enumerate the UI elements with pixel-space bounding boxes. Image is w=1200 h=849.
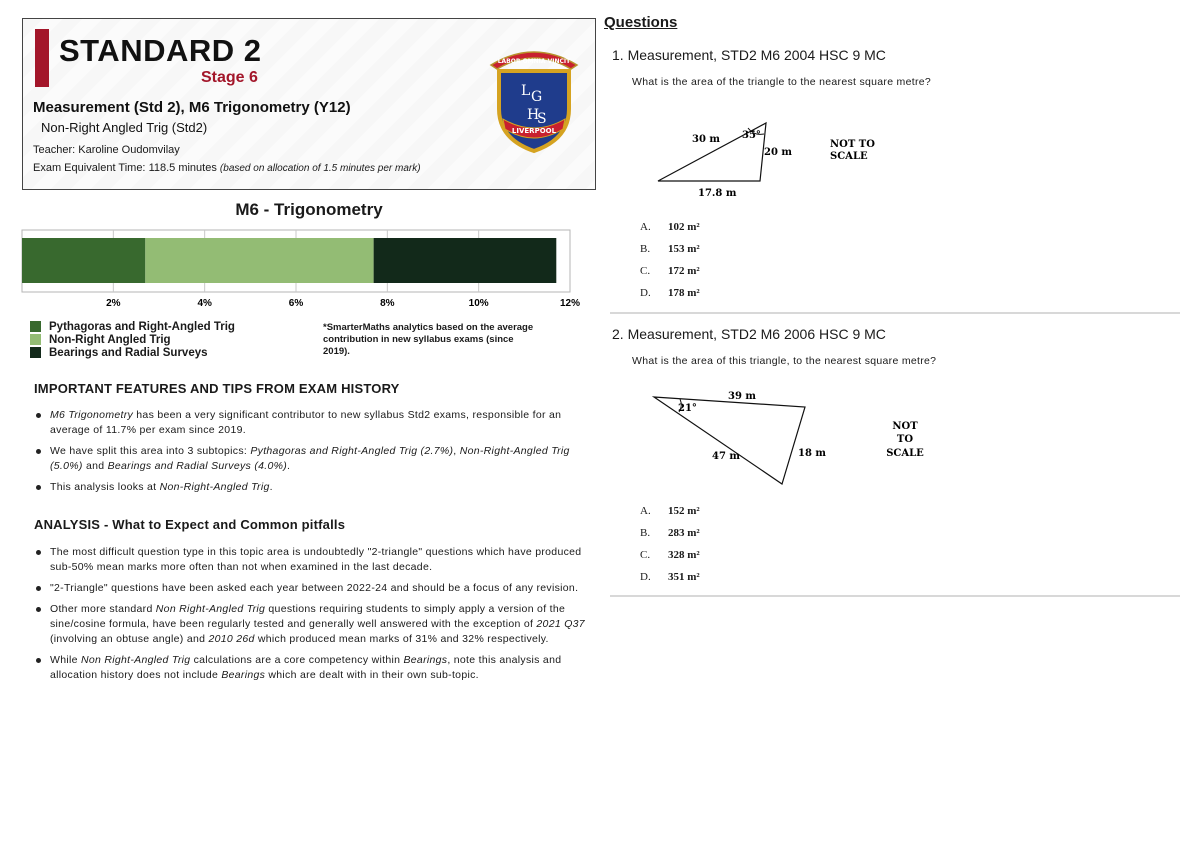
list-item bbox=[34, 444, 594, 474]
text: which produced mean marks of 31% and 32% respectively. bbox=[254, 633, 549, 645]
question-1-title bbox=[612, 47, 886, 63]
legend-swatch bbox=[30, 347, 41, 358]
legend-swatch bbox=[30, 334, 41, 345]
side-label: 39 m bbox=[728, 391, 756, 402]
question-divider bbox=[610, 595, 1180, 597]
legend-label: Non-Right Angled Trig bbox=[49, 333, 171, 346]
angle-label: 21° bbox=[678, 403, 697, 414]
text: While bbox=[50, 654, 81, 666]
emph-text: Non-Right-Angled Trig (5.0%) bbox=[50, 445, 570, 472]
option-value: 351 m² bbox=[668, 571, 700, 583]
emph-text: 2010 26d bbox=[208, 633, 255, 645]
text: which are dealt with in their own sub-topic. bbox=[265, 669, 479, 681]
angle-label: 35° bbox=[742, 130, 761, 141]
list-item: The most difficult question type in this topic area is undoubtedly "2-triangle" questions which have produced sub-50% mean marks more often than not when examined in the last decade. bbox=[34, 545, 596, 575]
x-tick-label: 4% bbox=[197, 298, 212, 309]
text: . bbox=[269, 481, 273, 493]
text: (involving an obtuse angle) and bbox=[50, 633, 209, 645]
question-divider bbox=[610, 312, 1180, 314]
teacher-label: Teacher: bbox=[33, 144, 76, 156]
question-source: Measurement, STD2 M6 2004 HSC 9 MC bbox=[627, 47, 886, 63]
scale-note: SCALE bbox=[830, 151, 868, 162]
option-b[interactable] bbox=[640, 522, 700, 544]
option-letter: A. bbox=[640, 221, 651, 233]
side-label: 17.8 m bbox=[698, 188, 737, 199]
crest-letter-1: L bbox=[521, 83, 531, 99]
emph-text: Non Right-Angled Trig bbox=[155, 603, 266, 615]
text: , bbox=[453, 445, 460, 457]
analysis-heading: ANALYSIS - What to Expect and Common pitfalls bbox=[34, 517, 346, 532]
stacked-bar-chart bbox=[0, 222, 600, 317]
bar-segment-1 bbox=[22, 238, 145, 283]
list-item bbox=[34, 480, 594, 495]
scale-note: TO bbox=[896, 434, 914, 445]
x-tick-label: 8% bbox=[380, 298, 395, 309]
option-letter: C. bbox=[640, 265, 651, 277]
option-value: 172 m² bbox=[668, 265, 700, 277]
option-c[interactable] bbox=[640, 260, 700, 282]
list-item bbox=[34, 602, 596, 647]
analysis-list bbox=[34, 545, 596, 689]
question-1-triangle-diagram bbox=[640, 118, 880, 208]
x-tick-label: 12% bbox=[559, 298, 581, 309]
option-b[interactable] bbox=[640, 238, 700, 260]
text: Other more standard bbox=[50, 603, 156, 615]
bar-segment-2 bbox=[145, 238, 373, 283]
subtopic-title: Non-Right Angled Trig (Std2) bbox=[41, 120, 208, 135]
option-letter: C. bbox=[640, 549, 651, 561]
bar-segment-3 bbox=[374, 238, 557, 283]
legend-item-non-right bbox=[30, 333, 235, 346]
x-tick-label: 2% bbox=[106, 298, 121, 309]
emph-text: Bearings and Radial Surveys (4.0%) bbox=[107, 460, 288, 472]
question-2-title bbox=[612, 326, 886, 342]
emph-text: Non Right-Angled Trig bbox=[80, 654, 191, 666]
course-title: STANDARD 2 bbox=[59, 33, 262, 68]
crest-motto: LABOR OMNIA VINCIT bbox=[497, 58, 571, 65]
option-value: 328 m² bbox=[668, 549, 700, 561]
option-value: 152 m² bbox=[668, 505, 700, 517]
question-1-text: What is the area of the triangle to the nearest square metre? bbox=[632, 76, 932, 88]
option-c[interactable] bbox=[640, 544, 700, 566]
stage-label: Stage 6 bbox=[201, 69, 258, 86]
option-letter: B. bbox=[640, 527, 651, 539]
question-2-triangle-diagram bbox=[640, 384, 940, 494]
important-heading: IMPORTANT FEATURES AND TIPS FROM EXAM HISTORY bbox=[34, 381, 400, 396]
x-tick-label: 10% bbox=[468, 298, 489, 309]
questions-heading: Questions bbox=[604, 14, 678, 31]
emph-text: Pythagoras and Right-Angled Trig (2.7%) bbox=[250, 445, 454, 457]
chart-legend bbox=[30, 320, 235, 359]
text: This analysis looks at bbox=[50, 481, 160, 493]
option-d[interactable] bbox=[640, 566, 700, 588]
question-number: 2. bbox=[612, 326, 624, 342]
text: We have split this area into 3 subtopics: bbox=[50, 445, 251, 457]
emph-text: M6 Trigonometry bbox=[50, 409, 134, 421]
legend-item-bearings bbox=[30, 346, 235, 359]
legend-label: Pythagoras and Right-Angled Trig bbox=[49, 320, 235, 333]
option-value: 102 m² bbox=[668, 221, 700, 233]
option-a[interactable] bbox=[640, 500, 700, 522]
option-letter: D. bbox=[640, 287, 651, 299]
crest-letter-3: H bbox=[527, 107, 540, 123]
side-label: 30 m bbox=[692, 134, 720, 145]
option-letter: D. bbox=[640, 571, 651, 583]
crest-letter-4: S bbox=[537, 111, 547, 127]
teacher-name: Karoline Oudomvilay bbox=[78, 144, 180, 156]
exam-time-label: Exam Equivalent Time: bbox=[33, 162, 146, 174]
scale-note: NOT TO bbox=[830, 139, 875, 150]
question-2-options bbox=[640, 500, 700, 588]
topic-title: Measurement (Std 2), M6 Trigonometry (Y12) bbox=[33, 99, 351, 116]
option-value: 153 m² bbox=[668, 243, 700, 255]
option-d[interactable] bbox=[640, 282, 700, 304]
legend-swatch bbox=[30, 321, 41, 332]
list-item: "2-Triangle" questions have been asked each year between 2022-24 and should be a focus of any revision. bbox=[34, 581, 596, 596]
text: . bbox=[287, 460, 291, 472]
exam-time-note: (based on allocation of 1.5 minutes per mark) bbox=[219, 163, 421, 174]
important-list bbox=[34, 408, 594, 501]
emph-text: 2021 Q37 bbox=[536, 618, 585, 630]
side-label: 20 m bbox=[764, 147, 792, 158]
text: has been a very significant contributor to new syllabus Std2 exams, responsible for an average of 11.7% per exam since 2019. bbox=[50, 409, 562, 436]
emph-text: Bearings bbox=[221, 669, 266, 681]
option-a[interactable] bbox=[640, 216, 700, 238]
teacher-line bbox=[33, 144, 180, 156]
exam-time-value: 118.5 minutes bbox=[148, 162, 217, 174]
chart-title: M6 - Trigonometry bbox=[235, 200, 383, 219]
text: calculations are a core competency within bbox=[190, 654, 404, 666]
text: and bbox=[82, 460, 108, 472]
side-label: 18 m bbox=[798, 448, 826, 459]
emph-text: Non-Right-Angled Trig bbox=[159, 481, 270, 493]
list-item bbox=[34, 408, 594, 438]
option-letter: B. bbox=[640, 243, 651, 255]
scale-note: SCALE bbox=[886, 448, 924, 459]
option-value: 283 m² bbox=[668, 527, 700, 539]
question-source: Measurement, STD2 M6 2006 HSC 9 MC bbox=[627, 326, 886, 342]
legend-item-pythagoras bbox=[30, 320, 235, 333]
option-letter: A. bbox=[640, 505, 651, 517]
question-number: 1. bbox=[612, 47, 624, 63]
x-tick-label: 6% bbox=[288, 298, 304, 309]
text: , note this analysis and allocation history does not include bbox=[50, 654, 562, 681]
exam-time-line bbox=[33, 162, 421, 174]
school-crest-logo bbox=[485, 43, 583, 155]
question-2-text: What is the area of this triangle, to the nearest square metre? bbox=[632, 355, 937, 367]
red-accent-bar bbox=[35, 29, 49, 87]
emph-text: Bearings bbox=[403, 654, 448, 666]
side-label: 47 m bbox=[712, 451, 740, 462]
crest-letter-2: G bbox=[531, 89, 543, 105]
legend-label: Bearings and Radial Surveys bbox=[49, 346, 208, 359]
list-item bbox=[34, 653, 596, 683]
text: questions requiring students to simply apply a version of the sine/cosine formula, have been regularly tested and generally well answered with the exception of bbox=[50, 603, 566, 630]
header-box bbox=[22, 18, 596, 190]
scale-note: NOT bbox=[892, 421, 918, 432]
option-value: 178 m² bbox=[668, 287, 700, 299]
question-1-options bbox=[640, 216, 700, 304]
crest-name: LIVERPOOL bbox=[511, 127, 557, 135]
analytics-note: *SmarterMaths analytics based on the average contribution in new syllabus exams (since 2019). bbox=[323, 322, 534, 357]
